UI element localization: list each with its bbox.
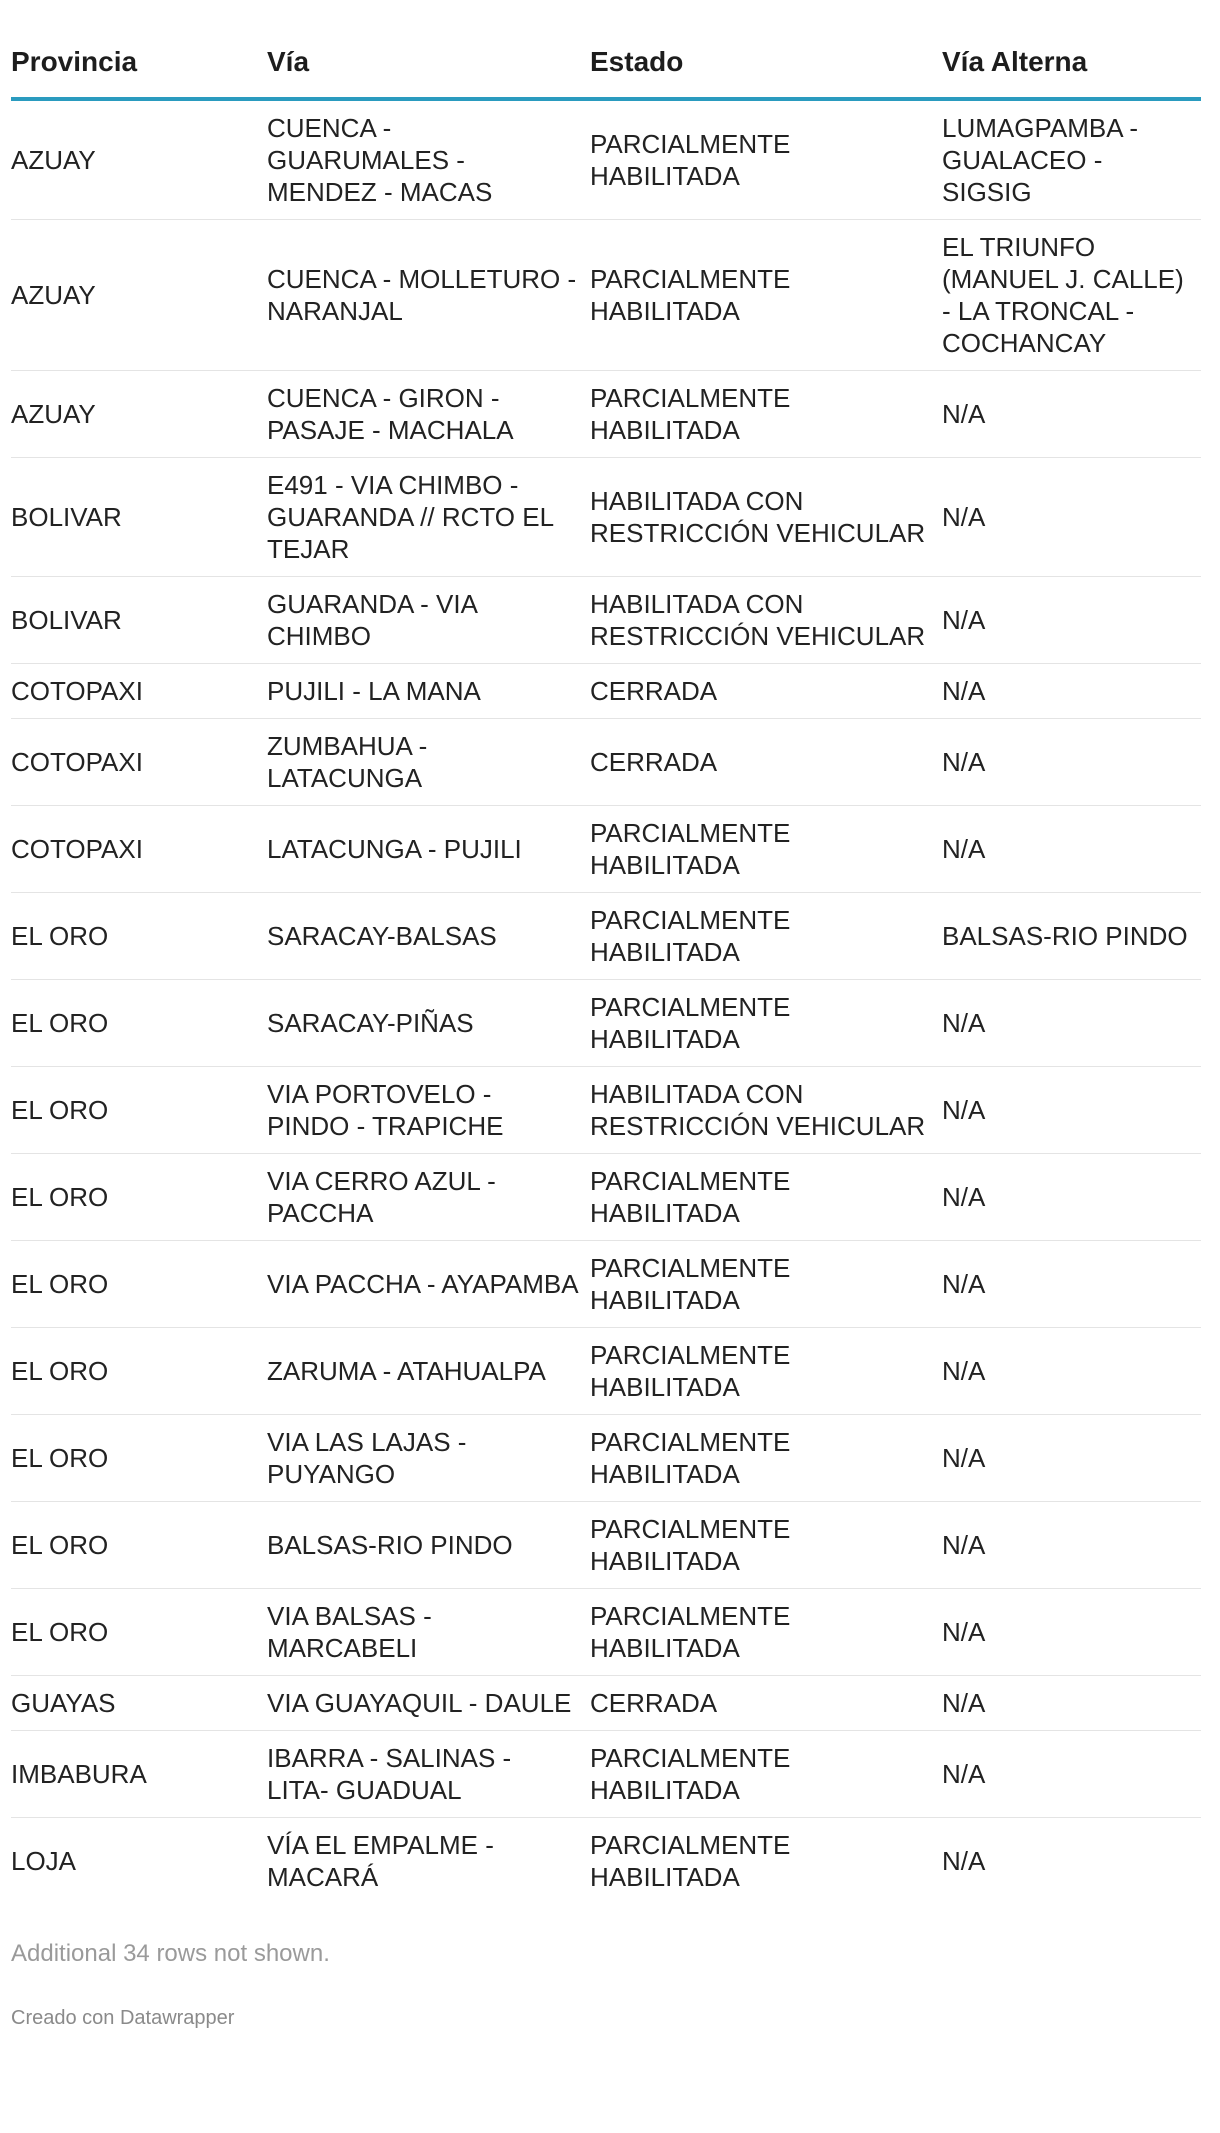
cell-via: BALSAS-RIO PINDO <box>267 1502 590 1589</box>
cell-estado: PARCIALMENTE HABILITADA <box>590 893 942 980</box>
table-row <box>11 1328 1201 1415</box>
cell-via: SARACAY-PIÑAS <box>267 980 590 1067</box>
cell-via: ZUMBAHUA - LATACUNGA <box>267 719 590 806</box>
cell-via: GUARANDA - VIA CHIMBO <box>267 577 590 664</box>
cell-via-alterna: N/A <box>942 980 1201 1067</box>
cell-via-alterna: N/A <box>942 1676 1201 1731</box>
cell-estado: CERRADA <box>590 664 942 719</box>
cell-estado: PARCIALMENTE HABILITADA <box>590 371 942 458</box>
table-row <box>11 1676 1201 1731</box>
cell-estado: PARCIALMENTE HABILITADA <box>590 1589 942 1676</box>
cell-via-alterna: BALSAS-RIO PINDO <box>942 893 1201 980</box>
page <box>0 27 1220 2133</box>
header-via-alterna[interactable]: Vía Alterna <box>942 27 1201 99</box>
cell-estado: PARCIALMENTE HABILITADA <box>590 806 942 893</box>
cell-provincia: EL ORO <box>11 1328 267 1415</box>
cell-via-alterna: N/A <box>942 577 1201 664</box>
table-row <box>11 1415 1201 1502</box>
cell-provincia: EL ORO <box>11 1241 267 1328</box>
table-row <box>11 99 1201 220</box>
table-row <box>11 577 1201 664</box>
cell-via-alterna: EL TRIUNFO (MANUEL J. CALLE) - LA TRONCAL - COCHANCAY <box>942 220 1201 371</box>
cell-estado: HABILITADA CON RESTRICCIÓN VEHICULAR <box>590 577 942 664</box>
cell-via: E491 - VIA CHIMBO - GUARANDA // RCTO EL TEJAR <box>267 458 590 577</box>
rows-not-shown-note: Additional 34 rows not shown. <box>11 1940 330 1967</box>
cell-estado: PARCIALMENTE HABILITADA <box>590 1731 942 1818</box>
table-row <box>11 1589 1201 1676</box>
cell-via: SARACAY-BALSAS <box>267 893 590 980</box>
table-row <box>11 664 1201 719</box>
cell-estado: HABILITADA CON RESTRICCIÓN VEHICULAR <box>590 1067 942 1154</box>
cell-via-alterna: N/A <box>942 664 1201 719</box>
cell-via: IBARRA - SALINAS - LITA- GUADUAL <box>267 1731 590 1818</box>
table-row <box>11 1067 1201 1154</box>
cell-provincia: IMBABURA <box>11 1731 267 1818</box>
cell-provincia: EL ORO <box>11 1154 267 1241</box>
cell-estado: CERRADA <box>590 719 942 806</box>
cell-provincia: EL ORO <box>11 1415 267 1502</box>
cell-estado: PARCIALMENTE HABILITADA <box>590 1502 942 1589</box>
cell-provincia: BOLIVAR <box>11 577 267 664</box>
table-row <box>11 893 1201 980</box>
cell-estado: PARCIALMENTE HABILITADA <box>590 1241 942 1328</box>
cell-via: VIA CERRO AZUL - PACCHA <box>267 1154 590 1241</box>
cell-provincia: EL ORO <box>11 1502 267 1589</box>
cell-via-alterna: N/A <box>942 371 1201 458</box>
header-estado[interactable]: Estado <box>590 27 942 99</box>
header-provincia[interactable]: Provincia <box>11 27 267 99</box>
cell-provincia: COTOPAXI <box>11 664 267 719</box>
cell-provincia: AZUAY <box>11 220 267 371</box>
table-row <box>11 1731 1201 1818</box>
table-row <box>11 1241 1201 1328</box>
table-body <box>11 99 1201 1904</box>
cell-via-alterna: N/A <box>942 1415 1201 1502</box>
cell-via: CUENCA - GIRON - PASAJE - MACHALA <box>267 371 590 458</box>
cell-provincia: BOLIVAR <box>11 458 267 577</box>
cell-via-alterna: N/A <box>942 1154 1201 1241</box>
cell-provincia: AZUAY <box>11 371 267 458</box>
cell-via: VIA PORTOVELO - PINDO - TRAPICHE <box>267 1067 590 1154</box>
cell-estado: PARCIALMENTE HABILITADA <box>590 1154 942 1241</box>
cell-via: PUJILI - LA MANA <box>267 664 590 719</box>
cell-via: VIA PACCHA - AYAPAMBA <box>267 1241 590 1328</box>
cell-via-alterna: N/A <box>942 719 1201 806</box>
cell-via-alterna: N/A <box>942 1502 1201 1589</box>
table-row <box>11 220 1201 371</box>
table-row <box>11 980 1201 1067</box>
datawrapper-credit[interactable]: Creado con Datawrapper <box>11 2007 235 2029</box>
cell-provincia: COTOPAXI <box>11 719 267 806</box>
table-row <box>11 371 1201 458</box>
cell-provincia: EL ORO <box>11 893 267 980</box>
table-row <box>11 806 1201 893</box>
cell-provincia: GUAYAS <box>11 1676 267 1731</box>
roads-table <box>11 27 1201 1904</box>
cell-via: VIA LAS LAJAS - PUYANGO <box>267 1415 590 1502</box>
cell-via-alterna: N/A <box>942 1067 1201 1154</box>
cell-via-alterna: N/A <box>942 1731 1201 1818</box>
table-row <box>11 458 1201 577</box>
cell-estado: PARCIALMENTE HABILITADA <box>590 220 942 371</box>
cell-via-alterna: N/A <box>942 806 1201 893</box>
cell-provincia: EL ORO <box>11 1589 267 1676</box>
cell-via: ZARUMA - ATAHUALPA <box>267 1328 590 1415</box>
cell-provincia: LOJA <box>11 1846 77 1876</box>
cell-provincia: COTOPAXI <box>11 806 267 893</box>
cell-via: CUENCA - GUARUMALES - MENDEZ - MACAS <box>267 99 590 220</box>
cell-via: VÍA EL EMPALME - MACARÁ <box>267 1830 494 1892</box>
cell-estado: PARCIALMENTE HABILITADA <box>590 99 942 220</box>
cell-via-alterna: N/A <box>942 458 1201 577</box>
cell-estado: PARCIALMENTE HABILITADA <box>590 980 942 1067</box>
cell-via: VIA GUAYAQUIL - DAULE <box>267 1676 590 1731</box>
cell-estado: PARCIALMENTE HABILITADA <box>590 1415 942 1502</box>
table-row <box>11 719 1201 806</box>
cell-via-alterna: N/A <box>942 1328 1201 1415</box>
cell-via-alterna: N/A <box>942 1589 1201 1676</box>
table-row <box>11 1502 1201 1589</box>
cell-via: LATACUNGA - PUJILI <box>267 806 590 893</box>
cell-provincia: EL ORO <box>11 1067 267 1154</box>
cell-estado: PARCIALMENTE HABILITADA <box>590 1328 942 1415</box>
cell-via-alterna: LUMAGPAMBA - GUALACEO - SIGSIG <box>942 99 1201 220</box>
header-via[interactable]: Vía <box>267 27 590 99</box>
cell-via-alterna: N/A <box>942 1241 1201 1328</box>
cell-via: VIA BALSAS - MARCABELI <box>267 1589 590 1676</box>
cell-estado: HABILITADA CON RESTRICCIÓN VEHICULAR <box>590 458 942 577</box>
table-header-row <box>11 27 1201 99</box>
table-row <box>11 1818 1201 1905</box>
cell-via: CUENCA - MOLLETURO - NARANJAL <box>267 220 590 371</box>
cell-estado: CERRADA <box>590 1676 942 1731</box>
cell-provincia: AZUAY <box>11 99 267 220</box>
table-row <box>11 1154 1201 1241</box>
cell-via-alterna: N/A <box>942 1846 986 1876</box>
cell-provincia: EL ORO <box>11 980 267 1067</box>
cell-estado: PARCIALMENTE HABILITADA <box>590 1830 791 1892</box>
